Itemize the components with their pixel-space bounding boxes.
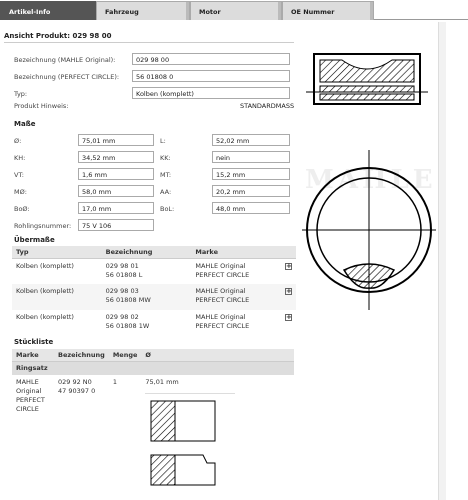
uebermasse-title: Übermaße — [14, 236, 55, 244]
row-bezeichnung: 029 98 01 56 01808 L — [105, 261, 143, 279]
tab-bar — [0, 0, 468, 20]
group-label: Ringsatz — [12, 361, 294, 375]
mt-field: 15,2 mm — [212, 168, 290, 180]
row-typ: Kolben (komplett) — [16, 313, 74, 321]
dm-label: Ø: — [14, 137, 22, 145]
row-bezeichnung: 029 98 02 56 01808 1W — [105, 313, 150, 330]
mahle-watermark: MAHLE — [305, 165, 437, 195]
bez-pc-label: Bezeichnung (PERFECT CIRCLE): — [14, 73, 120, 81]
kh-label: KH: — [14, 154, 26, 162]
l-label: L: — [160, 137, 166, 145]
row-durchmesser: 75,01 mm — [141, 375, 294, 496]
bez-mahle-field: 029 98 00 — [132, 53, 290, 65]
tab-label: OE Nummer — [291, 8, 335, 16]
tab-label: Motor — [199, 8, 221, 16]
stueckliste-table — [12, 349, 294, 496]
piston-side-view — [302, 48, 434, 118]
tab-fahrzeug[interactable] — [96, 1, 190, 20]
vt-field: 1,6 mm — [78, 168, 154, 180]
tab-label: Fahrzeug — [105, 8, 139, 16]
stueckliste-title: Stückliste — [14, 338, 54, 346]
bod-field: 17,0 mm — [78, 202, 154, 214]
table-row[interactable] — [12, 310, 296, 336]
row-marke: MAHLE Original PERFECT CIRCLE — [16, 377, 45, 413]
bez-pc-field: 56 01808 0 — [132, 70, 290, 82]
aa-label: AA: — [160, 188, 172, 196]
aa-field: 20,2 mm — [212, 185, 290, 197]
bod-label: BoØ: — [14, 205, 30, 213]
ring-drawing — [145, 393, 235, 493]
kk-field: nein — [212, 151, 290, 163]
row-marke: MAHLE Original PERFECT CIRCLE — [191, 284, 281, 310]
table-header — [12, 349, 294, 361]
vt-label: VT: — [14, 171, 24, 179]
row-marke: MAHLE Original PERFECT CIRCLE — [195, 261, 250, 279]
expand-icon[interactable]: + — [285, 287, 292, 295]
scrollbar[interactable] — [438, 22, 446, 500]
col-durchmesser: Ø — [141, 349, 294, 361]
typ-field: Kolben (komplett) — [132, 87, 290, 99]
typ-label: Typ: — [14, 90, 28, 98]
masse-title: Maße — [14, 120, 36, 128]
col-expand — [281, 246, 296, 258]
col-marke: Marke — [191, 246, 281, 258]
hinweis-label: Produkt Hinweis: — [14, 102, 69, 110]
divider — [4, 42, 294, 43]
page-title: Ansicht Produkt: 029 98 00 — [4, 32, 112, 40]
table-row[interactable] — [12, 284, 296, 310]
row-marke: MAHLE Original PERFECT CIRCLE — [195, 313, 250, 330]
tab-artikel-info[interactable] — [0, 1, 96, 20]
table-header — [12, 246, 296, 258]
piston-top-view — [302, 130, 436, 330]
col-marke: Marke — [12, 349, 54, 361]
group-row — [12, 361, 294, 375]
tab-motor[interactable] — [190, 1, 282, 20]
table-row[interactable] — [12, 258, 296, 284]
row-menge: 1 — [112, 377, 117, 386]
mt-label: MT: — [160, 171, 172, 179]
expand-icon[interactable]: + — [285, 313, 292, 321]
expand-icon[interactable]: + — [285, 261, 292, 270]
dm-field: 75,01 mm — [78, 134, 154, 146]
col-bezeichnung: Bezeichnung — [102, 246, 192, 258]
rohling-label: Rohlingsnummer: — [14, 222, 72, 230]
hinweis-value: STANDARDMASS — [240, 102, 295, 110]
col-menge: Menge — [109, 349, 142, 361]
uebermasse-table — [12, 246, 296, 336]
kk-label: KK: — [160, 154, 171, 162]
col-bezeichnung: Bezeichnung — [54, 349, 109, 361]
kh-field: 34,52 mm — [78, 151, 154, 163]
bez-mahle-label: Bezeichnung (MAHLE Original): — [14, 56, 116, 64]
rohling-field: 75 V 106 — [78, 219, 154, 231]
row-bezeichnung: 029 92 N0 47 90397 0 — [58, 377, 96, 395]
md-field: 58,0 mm — [78, 185, 154, 197]
md-label: MØ: — [14, 188, 27, 196]
bol-field: 48,0 mm — [212, 202, 290, 214]
row-bezeichnung: 029 98 03 56 01808 MW — [102, 284, 192, 310]
tab-label: Artikel-Info — [9, 8, 51, 16]
bol-label: BoL: — [160, 205, 175, 213]
tab-oe-nummer[interactable] — [282, 1, 374, 20]
col-typ: Typ — [12, 246, 102, 258]
row-typ: Kolben (komplett) — [12, 284, 102, 310]
table-row — [12, 375, 294, 496]
l-field: 52,02 mm — [212, 134, 290, 146]
row-typ: Kolben (komplett) — [16, 261, 74, 270]
